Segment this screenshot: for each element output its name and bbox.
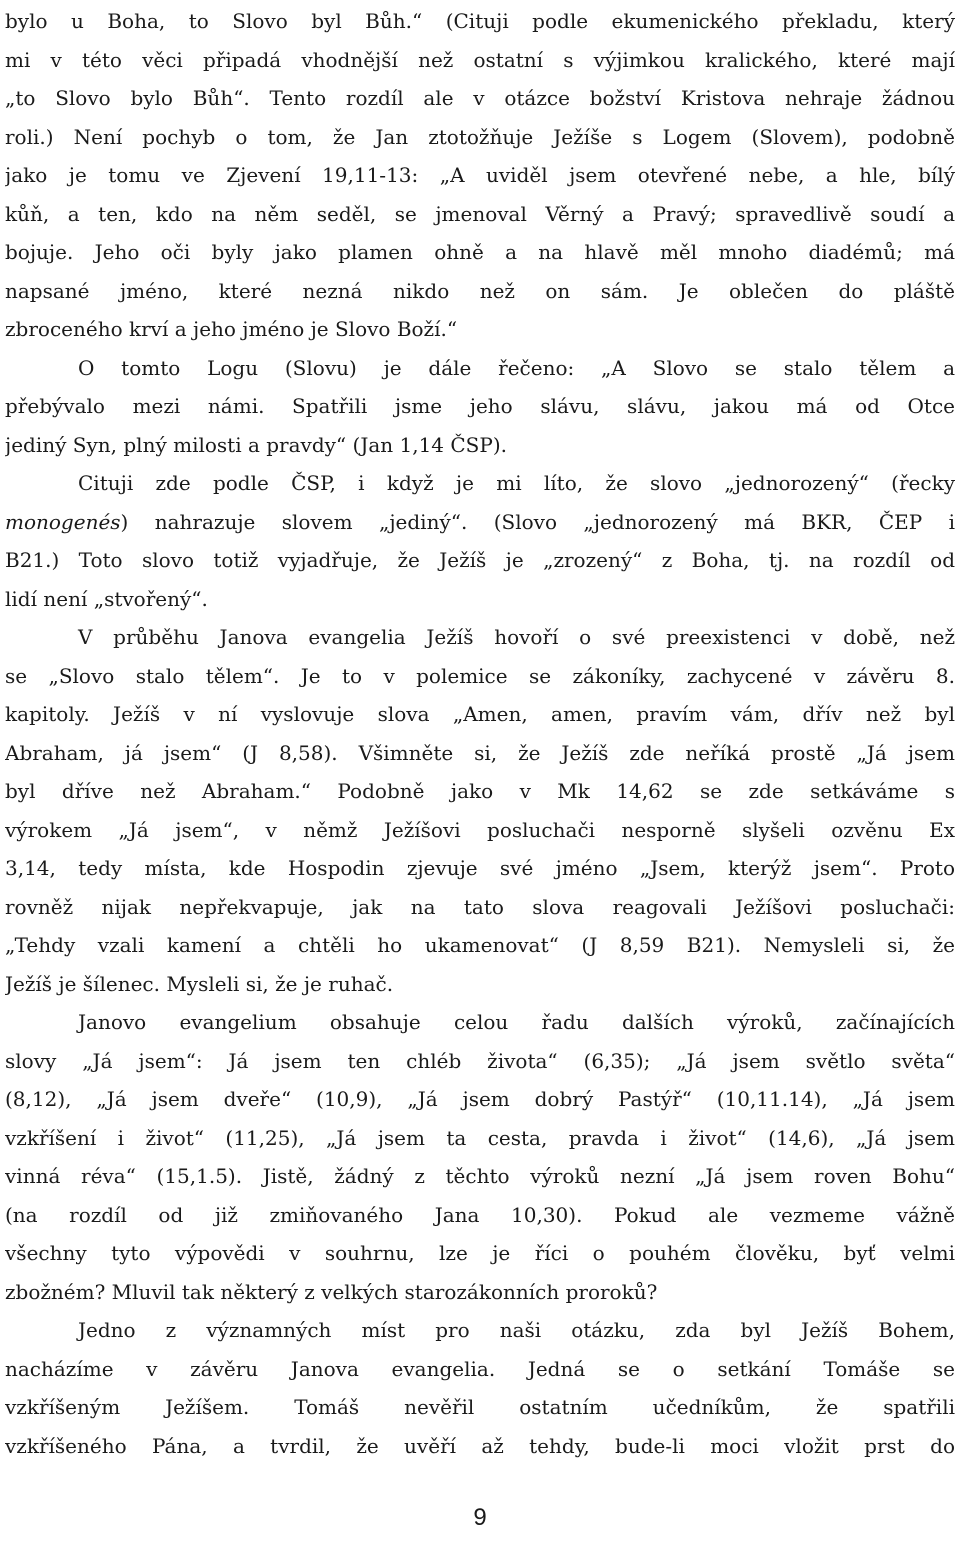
text-line: lidí není „stvořený“. xyxy=(5,586,208,611)
text-line: O tomto Logu (Slovu) je dále řečeno: „A Slovo se stalo tělem a xyxy=(78,355,955,380)
text-line: kůň, a ten, kdo na něm seděl, se jmenoval Věrný a Pravý; spravedlivě soudí a xyxy=(5,201,955,226)
document-page xyxy=(5,0,955,1541)
text-line: jako je tomu ve Zjevení 19,11-13: „A uviděl jsem otevřené nebe, a hle, bílý xyxy=(5,163,955,187)
page-number: 9 xyxy=(473,1504,487,1531)
text-line: slovy „Já jsem“: Já jsem ten chléb života“ (6,35); „Já jsem světlo světa“ xyxy=(5,1048,955,1073)
text-line: Jedno z významných míst pro naši otázku, zda byl Ježíš Bohem, xyxy=(78,1318,955,1342)
text-line: (na rozdíl od již zmiňovaného Jana 10,30). Pokud ale vezmeme vážně xyxy=(5,1202,955,1227)
text-line: rovněž nijak nepřekvapuje, jak na tato slova reagovali Ježíšovi posluchači: xyxy=(5,894,955,919)
text-line: „Tehdy vzali kamení a chtěli ho ukamenovat“ (J 8,59 B21). Nemysleli si, že xyxy=(5,933,955,957)
text-line: mi v této věci připadá vhodnější než ostatní s výjimkou kralického, které mají xyxy=(5,47,955,72)
text-line: nacházíme v závěru Janova evangelia. Jedná se o setkání Tomáše se xyxy=(5,1356,955,1381)
text-line: roli.) Není pochyb o tom, že Jan ztotožňuje Ježíše s Logem (Slovem), podobně xyxy=(5,124,955,149)
text-line: V průběhu Janova evangelia Ježíš hovoří o své preexistenci v době, než xyxy=(78,625,955,649)
text-line: vzkříšeným Ježíšem. Tomáš nevěřil ostatním učedníkům, že spatřili xyxy=(5,1395,955,1419)
text-line: Abraham, já jsem“ (J 8,58). Všimněte si, že Ježíš zde neříká prostě „Já jsem xyxy=(5,740,955,765)
text-line: všechny tyto výpovědi v souhrnu, lze je říci o pouhém člověku, byť velmi xyxy=(5,1241,955,1265)
text-line: bylo u Boha, to Slovo byl Bůh.“ (Cituji podle ekumenického překladu, který xyxy=(5,9,955,33)
text-line: vzkříšení i život“ (11,25), „Já jsem ta cesta, pravda i život“ (14,6), „Já jsem xyxy=(5,1125,955,1150)
text-line: zbroceného krví a jeho jméno je Slovo Boží.“ xyxy=(5,317,458,341)
text-line: „to Slovo bylo Bůh“. Tento rozdíl ale v otázce božství Kristova nehraje žádnou xyxy=(5,86,955,110)
text-line: byl dříve než Abraham.“ Podobně jako v Mk 14,62 se zde setkáváme s xyxy=(5,779,955,803)
text-line: (8,12), „Já jsem dveře“ (10,9), „Já jsem dobrý Pastýř“ (10,11.14), „Já jsem xyxy=(5,1087,955,1111)
text-line: Janovo evangelium obsahuje celou řadu dalších výroků, začínajících xyxy=(78,1010,955,1034)
italic-word: monogenés xyxy=(5,509,121,534)
text-line: bojuje. Jeho oči byly jako plamen ohně a na hlavě měl mnoho diadémů; má xyxy=(5,240,955,264)
text-line: 3,14, tedy místa, kde Hospodin zjevuje své jméno „Jsem, kterýž jsem“. Proto xyxy=(5,856,955,880)
text-line: Ježíš je šílenec. Mysleli si, že je ruhač. xyxy=(5,971,394,996)
text-line: přebývalo mezi námi. Spatřili jsme jeho slávu, slávu, jakou má od Otce xyxy=(5,394,955,418)
text-line: kapitoly. Ježíš v ní vyslovuje slova „Amen, amen, pravím vám, dřív než byl xyxy=(5,702,955,726)
text-line: napsané jméno, které nezná nikdo než on sám. Je oblečen do pláště xyxy=(5,278,955,303)
text-line: jediný Syn, plný milosti a pravdy“ (Jan 1,14 ČSP). xyxy=(5,432,508,457)
body-text xyxy=(5,2,955,1465)
text-line: zbožném? Mluvil tak některý z velkých starozákonních proroků? xyxy=(5,1279,658,1304)
text-line: monogenés) nahrazuje slovem „jediný“. (Slovo „jednorozený má BKR, ČEP i xyxy=(5,509,955,534)
text-line: B21.) Toto slovo totiž vyjadřuje, že Ježíš je „zrozený“ z Boha, tj. na rozdíl od xyxy=(5,548,955,572)
text-line: se „Slovo stalo tělem“. Je to v polemice se zákoníky, zachycené v závěru 8. xyxy=(5,663,955,688)
text-line: Cituji zde podle ČSP, i když je mi líto, že slovo „jednorozený“ (řecky xyxy=(78,471,955,495)
text-line: vinná réva“ (15,1.5). Jistě, žádný z těchto výroků nezní „Já jsem roven Bohu“ xyxy=(5,1164,955,1188)
text-line: výrokem „Já jsem“, v němž Ježíšovi posluchači nesporně slyšeli ozvěnu Ex xyxy=(5,817,955,842)
text-line: vzkříšeného Pána, a tvrdil, že uvěří až tehdy, bude-li moci vložit prst do xyxy=(5,1433,955,1458)
